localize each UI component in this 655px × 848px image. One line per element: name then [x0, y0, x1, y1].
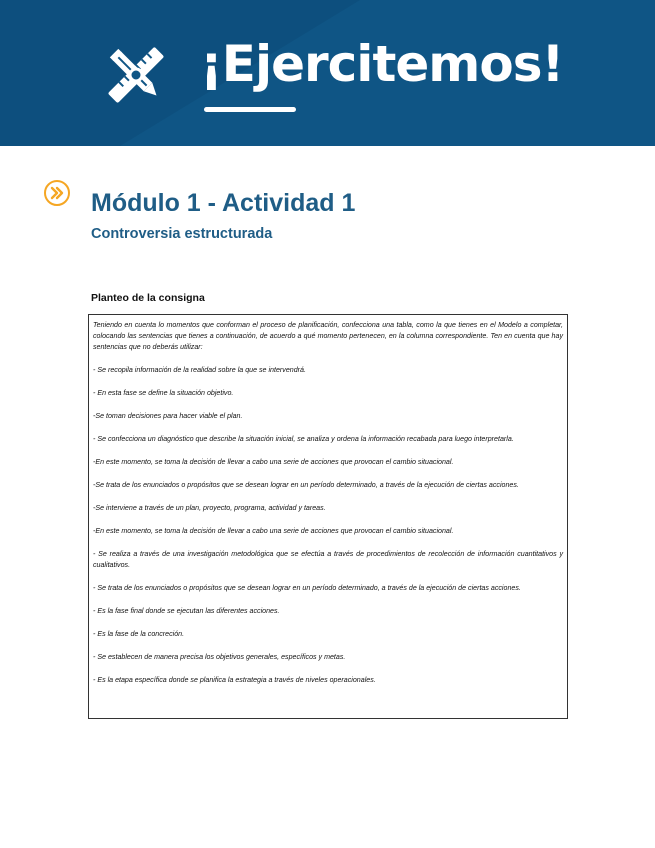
list-item: - Es la fase de la concreción.: [93, 630, 185, 638]
list-item: -Se toman decisiones para hacer viable el plan.: [93, 412, 243, 420]
instructions-intro: Teniendo en cuenta lo momentos que conforman el proceso de planificación, confecciona una tabla, como la que tienes en el Modelo a completar, colocando las sentencias que tienes a continuación, de acuerdo a qué momento pertenecen, en la columna correspondiente. Ten en cuenta que hay sentencias que no deberás utilizar:: [93, 321, 563, 351]
instructions-box: [88, 314, 568, 719]
list-item: - Se realiza a través de una investigación metodológica que se efectúa a través de procedimientos de recolección de información cuantitativos y cualitativos.: [93, 550, 563, 569]
list-item: - Se trata de los enunciados o propósitos que se desean lograr en un período determinado, a través de la ejecución de ciertas acciones.: [93, 584, 521, 592]
list-item: - Se confecciona un diagnóstico que describe la situación inicial, se analiza y ordena la información recabada para luego interpretarla.: [93, 435, 514, 443]
list-item: - Se recopila información de la realidad sobre la que se intervendrá.: [93, 366, 306, 374]
list-item: - Es la fase final donde se ejecutan las diferentes acciones.: [93, 607, 280, 615]
list-item: - Se establecen de manera precisa los objetivos generales, específicos y metas.: [93, 653, 346, 661]
list-item: -Se trata de los enunciados o propósitos que se desean lograr en un período determinado, a través de la ejecución de ciertas acciones.: [93, 481, 519, 489]
list-item: - En esta fase se define la situación objetivo.: [93, 389, 234, 397]
banner-underline: [204, 107, 296, 112]
list-item: -En este momento, se toma la decisión de llevar a cabo una serie de acciones que provocan el cambio situacional.: [93, 458, 454, 466]
section-label: Planteo de la consigna: [91, 292, 205, 304]
banner-title: ¡Ejercitemos!: [200, 35, 564, 93]
header-banner: [0, 0, 655, 146]
list-item: -Se interviene a través de un plan, proyecto, programa, actividad y tareas.: [93, 504, 326, 512]
double-chevron-right-icon: [43, 179, 71, 207]
pencil-ruler-cross-icon: [105, 44, 167, 106]
list-item: - Es la etapa específica donde se planifica la estrategia a través de niveles operacionales.: [93, 676, 376, 684]
page-subtitle: Controversia estructurada: [91, 226, 273, 242]
page-title: Módulo 1 - Actividad 1: [91, 189, 356, 217]
list-item: -En este momento, se toma la decisión de llevar a cabo una serie de acciones que provocan el cambio situacional.: [93, 527, 454, 535]
